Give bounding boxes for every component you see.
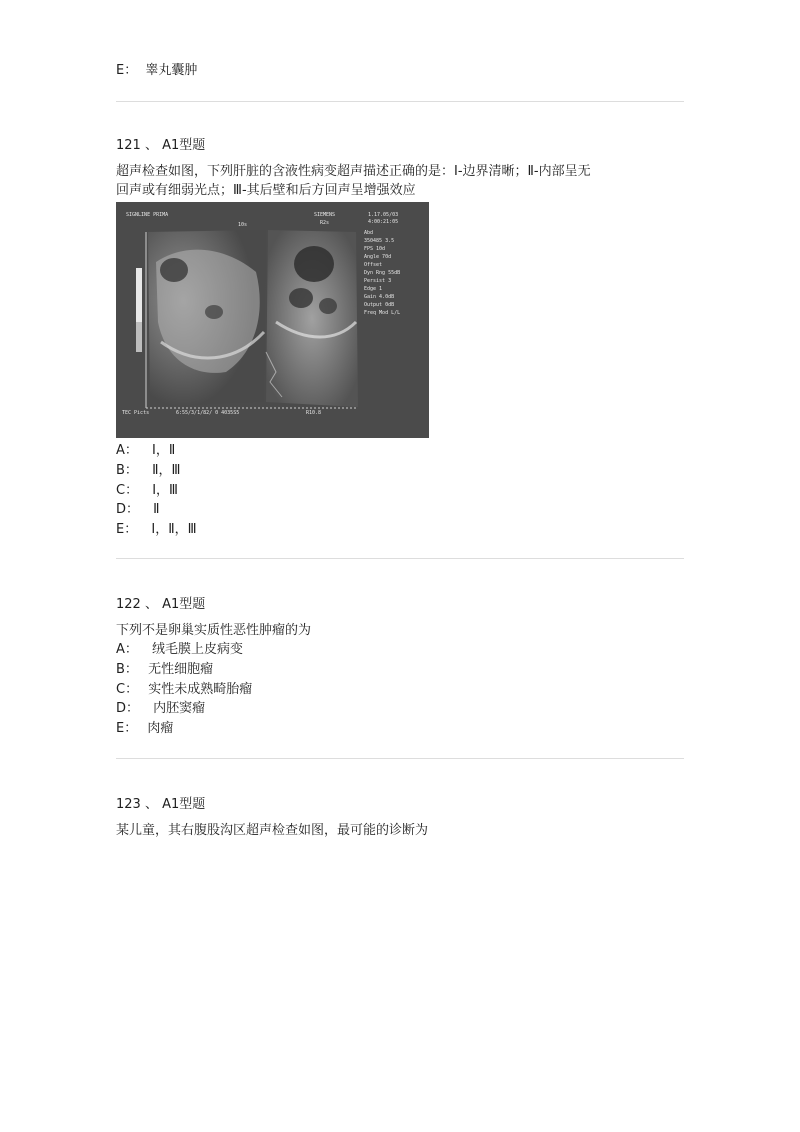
option-letter: D： — [116, 701, 140, 716]
overlay-param: Edge 1 — [364, 286, 383, 292]
overlay-param: Abd — [364, 230, 374, 236]
option-text: 实性未成熟畸胎瘤 — [148, 682, 253, 697]
overlay-param: Freq Mod L/L — [364, 310, 401, 316]
option-text: 无性细胞瘤 — [148, 662, 214, 677]
question-121-option-e — [116, 521, 197, 539]
overlay-bottom-right: R10.8 — [306, 410, 322, 416]
question-divider — [116, 758, 684, 759]
overlay-top-right: SIEMENS — [314, 212, 336, 218]
question-122-option-c — [116, 681, 252, 699]
question-122-option-e — [116, 720, 173, 738]
question-divider — [116, 101, 684, 102]
option-letter: A： — [116, 443, 138, 458]
overlay-param: FPS 10d — [364, 246, 386, 252]
overlay-date2: 4:00:21:05 — [368, 219, 399, 225]
overlay-top-mid: 10s — [238, 222, 248, 228]
question-121-header: 121 、 A1型题 — [116, 138, 206, 153]
question-121-option-d — [116, 501, 160, 519]
question-121-stem-line2: 回声或有细弱光点；Ⅲ-其后壁和后方回声呈增强效应 — [116, 183, 416, 198]
overlay-date1: 1.17.05/03 — [368, 212, 399, 218]
overlay-top-right2: R2s — [320, 220, 330, 226]
overlay-param: 350485 3.5 — [364, 238, 395, 244]
option-text: 睾丸囊肿 — [145, 63, 198, 78]
overlay-param: Persist 3 — [364, 278, 392, 284]
overlay-param: Dyn Rng 55dB — [364, 270, 401, 276]
option-text: Ⅱ — [153, 502, 160, 517]
question-123-header: 123 、 A1型题 — [116, 797, 206, 812]
ultrasound-image — [116, 202, 429, 438]
option-text: 内胚窦瘤 — [153, 701, 206, 716]
option-letter: C： — [116, 682, 139, 697]
question-122-option-d — [116, 700, 205, 718]
overlay-param: Output 0dB — [364, 302, 395, 308]
overlay-bottom-left: TEC Picts — [122, 410, 150, 416]
question-122-option-b — [116, 661, 213, 679]
question-121-option-a — [116, 442, 175, 460]
option-letter: C： — [116, 483, 139, 498]
option-letter: E： — [116, 63, 138, 78]
option-text: 肉瘤 — [147, 721, 174, 736]
overlay-top-left: SIGNLINE PRIMA — [126, 212, 169, 218]
option-letter: A： — [116, 642, 138, 657]
question-121-option-b — [116, 462, 180, 480]
option-letter: B： — [116, 662, 138, 677]
question-122-stem: 下列不是卵巢实质性恶性肿瘤的为 — [116, 623, 312, 638]
option-text: Ⅰ，Ⅱ，Ⅲ — [151, 522, 197, 537]
option-letter: E： — [116, 721, 138, 736]
option-letter: D： — [116, 502, 140, 517]
overlay-param: Angle 70d — [364, 254, 392, 260]
option-text: Ⅰ，Ⅲ — [152, 483, 179, 498]
option-letter: B： — [116, 463, 138, 478]
question-121-stem-line1: 超声检查如图，下列肝脏的含液性病变超声描述正确的是：Ⅰ-边界清晰；Ⅱ-内部呈无 — [116, 164, 591, 179]
overlay-param: Offset — [364, 262, 383, 268]
option-letter: E： — [116, 522, 138, 537]
question-123-stem: 某儿童，其右腹股沟区超声检查如图，最可能的诊断为 — [116, 823, 429, 838]
question-122-option-a — [116, 641, 243, 659]
option-text: Ⅱ，Ⅲ — [152, 463, 181, 478]
overlay-bottom-mid: 6:55/3/1/82/ 0 4035S5 — [176, 410, 240, 416]
question-121-option-c — [116, 482, 178, 500]
option-text: 绒毛膜上皮病变 — [152, 642, 244, 657]
overlay-param: Gain 4.0dB — [364, 294, 395, 300]
prev-option-e — [116, 62, 197, 80]
question-divider — [116, 558, 684, 559]
option-text: Ⅰ，Ⅱ — [152, 443, 176, 458]
question-122-header: 122 、 A1型题 — [116, 597, 206, 612]
